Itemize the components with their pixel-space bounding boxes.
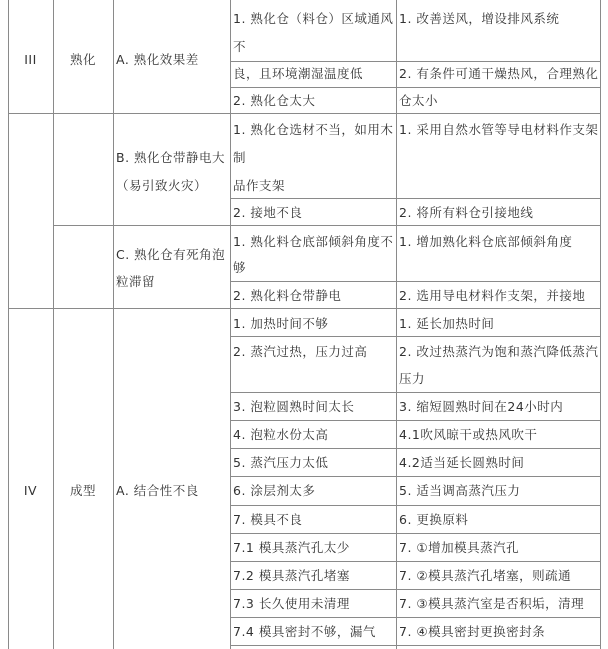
solution-cell: 3. 缩短圆熟时间在24小时内 (399, 399, 564, 414)
cause-cell: 不 (233, 39, 247, 54)
row-divider (230, 645, 601, 646)
row-divider (230, 336, 601, 337)
problem-cell: A. 结合性不良 (116, 483, 199, 498)
solution-cell: 2. 有条件可通干燥热风，合理熟化 (399, 66, 599, 81)
column-divider (113, 0, 114, 649)
cause-cell: 2. 熟化仓太大 (233, 93, 316, 108)
column-divider (396, 0, 397, 649)
solution-cell: 7. ③模具蒸汽室是否积垢，清理 (399, 596, 585, 611)
cause-cell: 2. 接地不良 (233, 205, 303, 220)
cause-cell: 1. 熟化料仓底部倾斜角度不 (233, 234, 394, 249)
problem-cell: （易引致火灾） (116, 178, 208, 193)
solution-cell: 2. 将所有料仓引接地线 (399, 205, 534, 220)
solution-cell: 2. 改过热蒸汽为饱和蒸汽降低蒸汽 (399, 344, 599, 359)
cause-cell: 7. 模具不良 (233, 512, 303, 527)
stage-number: III (24, 52, 37, 67)
row-divider (230, 505, 601, 506)
table-border-right (600, 0, 601, 649)
cause-cell: 5. 蒸汽压力太低 (233, 455, 329, 470)
cause-cell: 1. 熟化仓（料仓）区域通风 (233, 11, 394, 26)
row-divider (230, 61, 601, 62)
cause-cell: 7.3 长久使用未清理 (233, 596, 350, 611)
row-divider (53, 225, 601, 226)
problem-cell: A. 熟化效果差 (116, 52, 199, 67)
solution-cell: 压力 (399, 371, 426, 386)
row-divider (230, 392, 601, 393)
row-divider (230, 448, 601, 449)
solution-cell: 4.2适当延长圆熟时间 (399, 455, 525, 470)
stage-number: IV (23, 483, 38, 498)
row-divider (230, 533, 601, 534)
cause-cell: 够 (233, 260, 247, 275)
problem-cell: C. 熟化仓有死角泡 (116, 247, 226, 262)
cause-cell: 7.1 模具蒸汽孔太少 (233, 540, 350, 555)
cause-cell: 4. 泡粒水份太高 (233, 427, 329, 442)
table-border-left (8, 0, 9, 649)
stage-name: 成型 (69, 483, 96, 498)
row-divider (230, 617, 601, 618)
solution-cell: 1. 延长加热时间 (399, 316, 495, 331)
column-divider (230, 0, 231, 649)
cause-cell: 3. 泡粒圆熟时间太长 (233, 399, 355, 414)
cause-cell: 2. 蒸汽过热，压力过高 (233, 344, 368, 359)
cause-cell: 制 (233, 150, 247, 165)
solution-cell: 7. ②模具蒸汽孔堵塞，则疏通 (399, 568, 572, 583)
solution-cell: 2. 选用导电材料作支架，并接地 (399, 288, 586, 303)
row-divider (230, 198, 601, 199)
solution-cell: 7. ④模具密封更换密封条 (399, 624, 546, 639)
row-divider (230, 281, 601, 282)
solution-cell: 1. 改善送风，增设排风系统 (399, 11, 560, 26)
stage-name: 熟化 (69, 52, 96, 67)
cause-cell: 1. 熟化仓选材不当，如用木 (233, 122, 394, 137)
row-divider (230, 561, 601, 562)
solution-cell: 7. ①增加模具蒸汽孔 (399, 540, 520, 555)
cause-cell: 1. 加热时间不够 (233, 316, 329, 331)
row-divider (230, 420, 601, 421)
cause-cell: 7.4 模具密封不够，漏气 (233, 624, 376, 639)
cause-cell: 品作支架 (233, 178, 286, 193)
solution-cell: 6. 更换原料 (399, 512, 469, 527)
problem-cell: B. 熟化仓带静电大 (116, 150, 226, 165)
solution-cell: 1. 采用自然水管等导电材料作支架 (399, 122, 599, 137)
column-divider (53, 0, 54, 649)
solution-cell: 1. 增加熟化料仓底部倾斜角度 (399, 234, 573, 249)
cause-cell: 良，且环境潮湿温度低 (233, 66, 364, 81)
solution-cell: 4.1吹风晾干或热风吹干 (399, 427, 538, 442)
row-divider (230, 87, 601, 88)
row-divider (230, 476, 601, 477)
solution-cell: 仓太小 (399, 93, 439, 108)
cause-cell: 7.2 模具蒸汽孔堵塞 (233, 568, 350, 583)
cause-cell: 6. 涂层剂太多 (233, 483, 316, 498)
problem-cell: 粒滞留 (116, 274, 156, 289)
row-divider (8, 308, 601, 309)
solution-cell: 5. 适当调高蒸汽压力 (399, 483, 521, 498)
row-divider (8, 113, 601, 114)
cause-cell: 2. 熟化料仓带静电 (233, 288, 342, 303)
row-divider (230, 589, 601, 590)
